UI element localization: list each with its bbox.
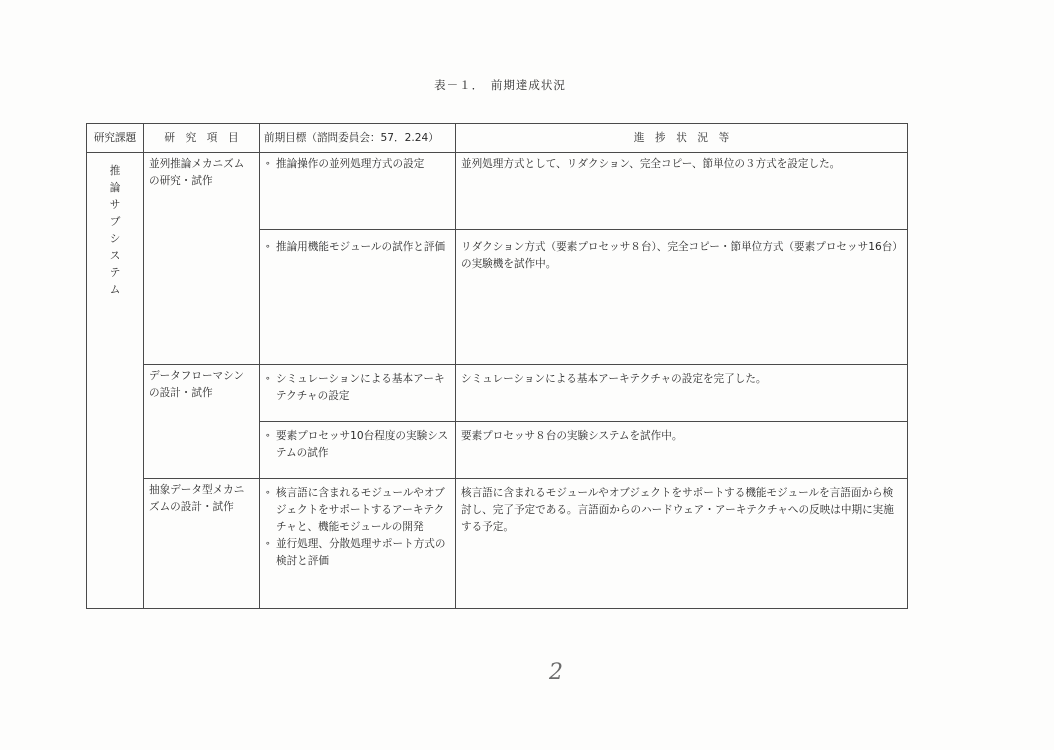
goal-text: 要素プロセッサ10台程度の実験システムの試作 — [276, 430, 449, 459]
header-row — [87, 124, 908, 153]
header-item: 研 究 項 目 — [144, 124, 260, 153]
item-cell: 並列推論メカニズムの研究・試作 — [144, 153, 260, 365]
progress-cell: 並列処理方式として、リダクション、完全コピー、節単位の３方式を設定した。 — [456, 153, 908, 230]
item-cell: 抽象データ型メカニズムの設計・試作 — [144, 479, 260, 609]
goal-entry — [265, 239, 450, 256]
bullet-icon: ∘ — [265, 374, 271, 384]
progress-table — [86, 123, 908, 609]
page-number: 2 — [549, 660, 563, 685]
table-title: 表－１． 前期達成状況 — [434, 78, 566, 92]
header-progress: 進 捗 状 況 等 — [456, 124, 908, 153]
goal-entry — [265, 371, 450, 405]
goal-cell — [260, 422, 456, 479]
header-topic: 研究課題 — [87, 124, 144, 153]
item-cell: データフローマシンの設計・試作 — [144, 365, 260, 479]
goal-cell — [260, 365, 456, 422]
table-row — [87, 479, 908, 609]
bullet-icon: ∘ — [265, 159, 271, 169]
bullet-icon: ∘ — [265, 539, 271, 549]
goal-text: 核言語に含まれるモジュールやオブジェクトをサポートするアーキテクチャと、機能モジュールの開発 — [276, 487, 445, 533]
progress-cell: 核言語に含まれるモジュールやオブジェクトをサポートする機能モジュールを言語面から検討し、完了予定である。言語面からのハードウェア・アーキテクチャへの反映は中期に実施する予定。 — [456, 479, 908, 609]
progress-cell: 要素プロセッサ８台の実験システムを試作中。 — [456, 422, 908, 479]
topic-cell — [87, 153, 144, 609]
goal-entry — [265, 428, 450, 462]
bullet-icon: ∘ — [265, 431, 271, 441]
goal-text: 並行処理、分散処理サポート方式の検討と評価 — [276, 538, 446, 567]
progress-cell: シミュレーションによる基本アーキテクチャの設定を完了した。 — [456, 365, 908, 422]
goal-cell — [260, 479, 456, 609]
topic-label: 推論サブシステム — [109, 165, 121, 296]
goal-text: 推論操作の並列処理方式の設定 — [276, 158, 425, 170]
goal-cell — [260, 230, 456, 365]
goal-text: 推論用機能モジュールの試作と評価 — [276, 241, 446, 253]
goal-entry — [265, 156, 450, 173]
goal-entry — [265, 536, 450, 570]
goal-entry — [265, 485, 450, 536]
bullet-icon: ∘ — [265, 242, 271, 252]
table-row — [87, 365, 908, 422]
goal-cell — [260, 153, 456, 230]
progress-cell: リダクション方式（要素プロセッサ８台）、完全コピー・節単位方式（要素プロセッサ16台）の実験機を試作中。 — [456, 230, 908, 365]
bullet-icon: ∘ — [265, 488, 271, 498]
header-goal: 前期目標（諮問委員会：57．2.24） — [260, 124, 456, 153]
table-row — [87, 153, 908, 230]
goal-text: シミュレーションによる基本アーキテクチャの設定 — [276, 373, 445, 402]
